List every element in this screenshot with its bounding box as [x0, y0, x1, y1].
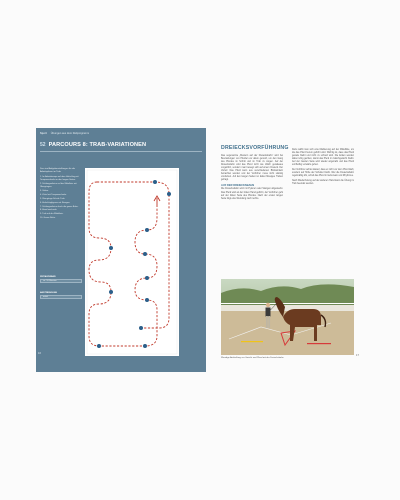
effort-label: ANSTRENGUNG: [40, 292, 58, 294]
text-column-2: [292, 149, 354, 187]
page-title-row: [40, 142, 146, 148]
body-paragraph: Die Dreiecksbahn wird mit Pylonen oder Stangen abgesteckt. Das Pferd wird an der linken Hand geführt, der Vorführer geht auf der linken Seite des Pferdes. Nach der ersten langen Seite folgt eine Wendung nach rechts.: [221, 188, 283, 200]
time-label: ZEITAUFWAND: [40, 276, 56, 278]
horse-photo-image: [221, 279, 354, 355]
body-paragraph: Der Vorführer achtet darauf, dass er nicht vor dem Pferd läuft, sondern auf Höhe der Schulter bleibt. Wer die Dreiecksbahn regelmäßig übt, schult das Pferd in Gehorsam und Rhythmus.: [292, 169, 354, 178]
body-paragraph: Dazu wählt man sich eine Markierung auf der Mittellinie, um die das Pferd herum geführt wird. Wichtig ist, dass das Pferd gerade bleibt und nicht zu schnell wird. Die Ecken werden dabei ruhig geritten, damit das Pferd im Gleichgewicht bleibt. Auf der zweiten Seite wird wieder angetrabt und das Pferd soll fleißig vorwärts gehen.: [292, 149, 354, 167]
instructions-block: [40, 168, 82, 221]
cone-marker: [145, 298, 149, 302]
cone-marker: [109, 246, 113, 250]
instructions-intro: Das sind Aufgabenstellungen für die Arbeitsphase im Trab.: [40, 168, 76, 173]
page-title: PARCOURS 8: TRAB-VARIATIONEN: [48, 142, 147, 148]
course-diagram: [85, 168, 179, 356]
effort-box: [40, 292, 82, 302]
instruction-step: 7. Schlangenlinien durch die ganze Bahn.: [40, 205, 79, 208]
cone-marker: [143, 252, 147, 256]
arena-outline: [87, 170, 177, 354]
cone-marker: [109, 290, 113, 294]
instruction-step: 10. Ganze Bahn.: [40, 217, 56, 220]
sub-heading: AUF DER DREIECKSBAHN: [221, 184, 255, 188]
cone-marker: [139, 326, 143, 330]
instruction-step: 6. Hufschlagfiguren mit Stangen.: [40, 201, 71, 204]
text-column-1: [221, 155, 283, 201]
cone-marker: [167, 192, 171, 196]
section-heading: DREIECKSVORFÜHRUNG: [221, 145, 289, 151]
right-page: [220, 145, 370, 375]
effort-value: mittel: [40, 295, 82, 299]
cone-marker: [145, 228, 149, 232]
left-page-panel: [36, 128, 206, 372]
running-head-text: Übungen aus dem Reitprogramm: [50, 132, 90, 135]
time-value: ca. 10 Minuten: [40, 279, 82, 283]
running-head: [40, 132, 89, 135]
running-head-section: Sport: [40, 132, 47, 135]
cone-marker: [145, 276, 149, 280]
photo-caption: Wendige Aufstellung vor Gericht und Pferd mit der Dreiecksbahn: [221, 357, 284, 359]
instruction-step: 1. Im Arbeitstempo auf dem Hufschlag mit Tempowechseln an den langen Seiten.: [40, 176, 79, 181]
page-number-left: 16: [38, 352, 41, 355]
time-box: [40, 276, 82, 286]
body-paragraph: Nach Wiederholung auf der anderen Hand kann die Übung im Trab beendet werden.: [292, 180, 354, 186]
instruction-step: 2. Schlangenlinien auf der Mittellinie mit Übergängen.: [40, 182, 77, 188]
cone-marker: [97, 344, 101, 348]
instruction-step: 5. Übergänge Schritt–Trab.: [40, 197, 65, 200]
instruction-step: 3. Volten.: [40, 189, 49, 192]
page-number-right: 17: [356, 354, 359, 357]
title-number: 52: [40, 142, 46, 148]
course-path-svg: [85, 168, 179, 356]
instruction-step: 9. Trab auf der Mittellinie.: [40, 213, 64, 216]
horse-photo: [221, 279, 354, 355]
instruction-step: 4. Zirkel mit Tempowechseln.: [40, 193, 67, 196]
body-paragraph: Das sogenannte „Mustern auf der Dreiecksbahn“ wird bei Beurteilungen von Pferden vor allem genutzt, um den Gang des Pferdes im Schritt und im Trab zu zeigen. Auf der Dreiecksbahn wird das Pferd nicht wie üblich geradeaus vorgeführt, sondern man bewegt sich auf einem Dreieck. Der Vorteil: Das Pferd kann aus verschiedenen Blickwinkeln betrachtet werden und der Vorführer muss nicht ständig umdrehen. Auf den langen Seiten ist dabei flüssiges Traben gefragt.: [221, 155, 283, 182]
cone-marker: [153, 180, 157, 184]
cone-marker: [143, 344, 147, 348]
instruction-step: 8. Hand wechseln.: [40, 209, 58, 212]
